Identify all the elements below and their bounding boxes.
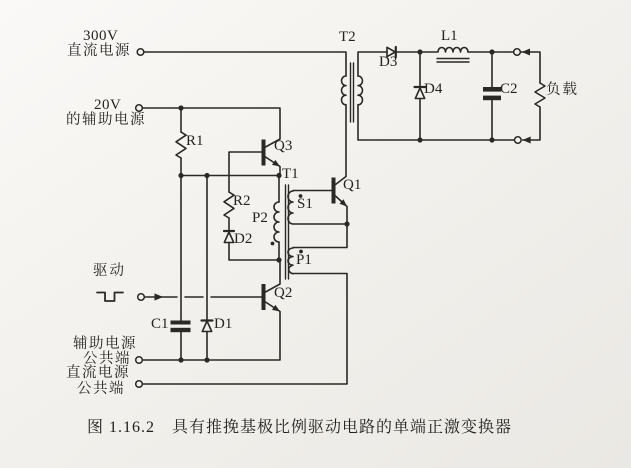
label-t2: T2	[339, 29, 356, 45]
label-c2: C2	[500, 81, 518, 97]
input-output-terminals	[136, 49, 521, 388]
terminal-20v	[136, 105, 143, 112]
label-20v: 20V	[94, 97, 122, 113]
label-d4: D4	[424, 81, 443, 97]
capacitor-c2	[483, 87, 501, 100]
capacitor-c1	[171, 321, 191, 333]
diode-d2	[224, 231, 234, 243]
terminal-aux-common	[136, 357, 143, 364]
label-r1: R1	[186, 133, 204, 149]
q2-emitter-arrow	[272, 305, 280, 312]
label-l1: L1	[441, 28, 458, 44]
transformer-t2-primary	[342, 76, 346, 105]
drive-pulse-icon	[97, 293, 123, 302]
label-drive: 驱动	[93, 263, 126, 279]
q3-emitter-arrow	[272, 160, 280, 167]
label-p2: P2	[252, 210, 268, 226]
label-q2: Q2	[274, 285, 293, 301]
output-bottom-arrow	[523, 137, 531, 144]
label-d3: D3	[379, 54, 398, 70]
terminal-output-minus	[515, 137, 522, 144]
terminal-dc-common	[136, 381, 143, 388]
label-p1: P1	[296, 252, 312, 268]
label-300v: 300V	[83, 28, 119, 44]
inductor-l1-core	[437, 59, 469, 63]
transistor-q2-bar	[262, 284, 266, 310]
label-c1: C1	[151, 316, 169, 332]
label-aux-source: 的辅助电源	[66, 112, 146, 128]
terminal-drive	[138, 294, 145, 301]
label-aux-common-1: 辅助电源	[73, 336, 137, 352]
terminal-output-plus	[514, 49, 521, 56]
transformer-t1-core	[286, 185, 289, 279]
label-r2: R2	[233, 193, 251, 209]
label-q1: Q1	[343, 177, 362, 193]
winding-p2	[274, 202, 279, 242]
label-dc-common-1: 直流电源	[66, 365, 130, 381]
label-load: 负载	[546, 82, 579, 98]
drive-input-arrow	[155, 293, 164, 300]
label-q3: Q3	[274, 138, 293, 154]
transformer-t2-core	[351, 63, 354, 122]
label-aux-common-2: 公共端	[83, 351, 131, 367]
diode-d1	[202, 321, 213, 332]
terminal-300v	[137, 49, 144, 56]
label-t1: T1	[282, 166, 299, 182]
label-s1: S1	[297, 196, 313, 212]
transistor-q1-bar	[332, 178, 336, 204]
transformer-t2-secondary	[358, 76, 363, 105]
label-dc-common-2: 公共端	[77, 381, 125, 397]
label-d2: D2	[234, 231, 253, 247]
inductor-l1	[438, 48, 468, 53]
resistor-r1	[176, 132, 186, 158]
output-top-arrow	[522, 49, 530, 56]
transistor-q3-bar	[262, 140, 266, 166]
label-d1: D1	[214, 316, 233, 332]
label-dc-source: 直流电源	[67, 43, 131, 59]
resistor-load	[535, 83, 545, 107]
figure-caption: 图 1.16.2 具有推挽基极比例驱动电路的单端正激变换器	[87, 419, 513, 436]
